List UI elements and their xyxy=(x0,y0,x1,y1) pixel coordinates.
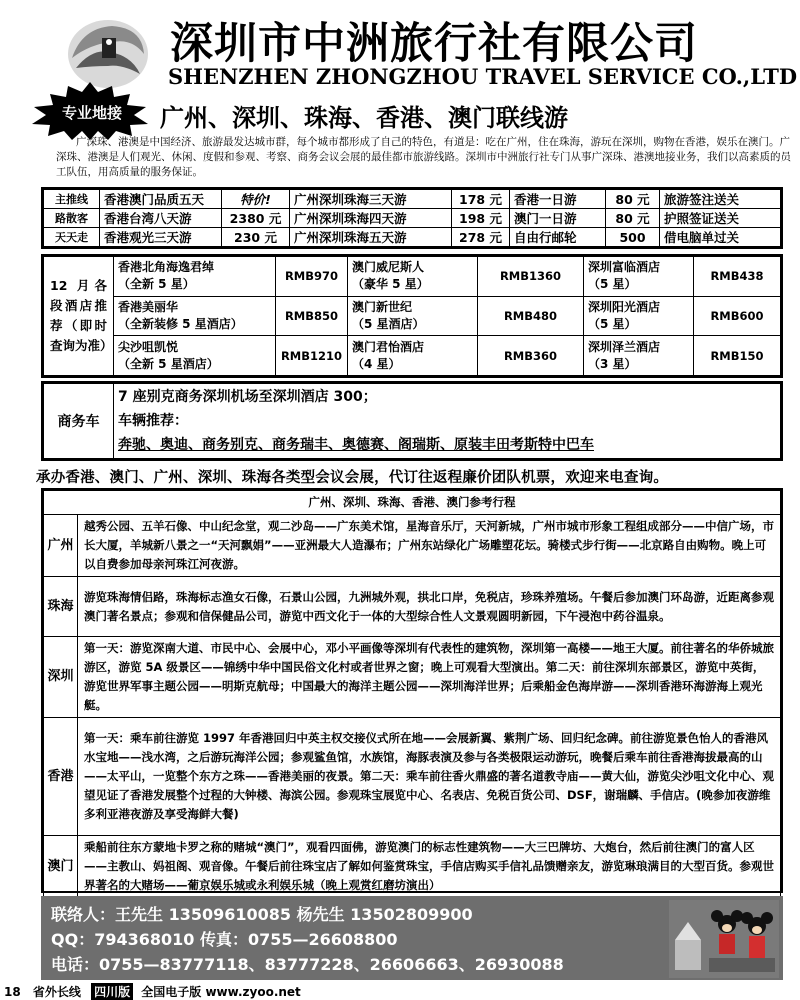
tour-price: 230 元 xyxy=(222,228,290,247)
hotel-section-label: 12 月各段酒店推荐（即时查询为准） xyxy=(44,257,114,376)
tour-name: 广州深圳珠海五天游 xyxy=(290,228,452,247)
table-row xyxy=(44,836,781,898)
section-name: 省外长线 xyxy=(32,985,81,999)
hotel-cell xyxy=(348,257,478,297)
car-recommend-label: 车辆推荐： xyxy=(118,413,188,429)
table-row xyxy=(44,296,781,336)
table-row xyxy=(44,190,781,209)
hotel-name: 澳门新世纪 xyxy=(352,299,413,314)
table-row xyxy=(44,257,781,297)
business-car-box xyxy=(41,381,783,461)
itinerary-text: 游览珠海情侣路，珠海标志渔女石像，石景山公园，九洲城外观，拱北口岸，免税店，珍珠养殖场。午餐后参加澳门环岛游，近距离参观澳门著名景点；参观和信保健品公司，游览中西文化于一体的大型综合性人文景观圆明新园，下午浸泡中药谷温泉。 xyxy=(78,577,781,637)
itinerary-table xyxy=(41,488,783,893)
contact-qq-fax: QQ：794368010 传真：0755—26608800 xyxy=(51,930,398,949)
contact-persons: 联络人：王先生 13509610085 杨先生 13502809900 xyxy=(51,905,473,924)
hotel-price: RMB970 xyxy=(276,257,348,297)
page-number: 18 xyxy=(4,984,21,999)
hotel-cell xyxy=(584,257,694,297)
table-row xyxy=(44,637,781,718)
car-details xyxy=(114,384,781,459)
hotel-grade: （全新 5 星酒店） xyxy=(118,356,219,371)
itinerary-city: 香港 xyxy=(44,718,78,836)
tour-name: 香港澳门品质五天 xyxy=(100,190,222,209)
website-link[interactable]: 全国电子版 www.zyoo.net xyxy=(141,985,301,999)
car-label: 商务车 xyxy=(44,384,114,459)
hotel-price: RMB1210 xyxy=(276,336,348,376)
tour-name: 香港观光三天游 xyxy=(100,228,222,247)
hotel-name: 香港北角海逸君绰 xyxy=(118,260,215,275)
tour-price: 80 元 xyxy=(606,190,660,209)
hotel-price: RMB850 xyxy=(276,296,348,336)
hotel-price: RMB438 xyxy=(694,257,781,297)
tour-name: 广州深圳珠海三天游 xyxy=(290,190,452,209)
specialty-badge: 专业地接 xyxy=(61,104,122,122)
itinerary-city: 深圳 xyxy=(44,637,78,718)
tour-name: 广州深圳珠海四天游 xyxy=(290,209,452,228)
route-headline: 广州、深圳、珠海、香港、澳门联线游 xyxy=(160,104,568,132)
car-models: 奔驰、奥迪、商务别克、商务瑞丰、奥德赛、阁瑞斯、原装丰田考斯特中巴车 xyxy=(118,437,594,453)
contact-phones: 电话：0755—83777118、83777228、26606663、26930088 xyxy=(51,955,564,974)
visa-service: 护照签证送关 xyxy=(660,209,781,228)
hotel-grade: （4 星） xyxy=(352,356,401,371)
hotel-cell xyxy=(348,336,478,376)
hotel-grade: （5 星） xyxy=(588,316,637,331)
table-row xyxy=(44,336,781,376)
tour-name: 香港一日游 xyxy=(510,190,606,209)
hotel-price: RMB480 xyxy=(478,296,584,336)
hotel-cell xyxy=(114,336,276,376)
table-row xyxy=(44,384,781,459)
tour-side-label: 主推线 xyxy=(44,190,100,209)
hotel-name: 香港美丽华 xyxy=(118,299,179,314)
table-row xyxy=(44,491,781,515)
page-footer xyxy=(0,983,800,1000)
company-name-cn: 深圳市中洲旅行社有限公司 xyxy=(170,19,698,69)
hotel-grade: （全新 5 星） xyxy=(118,277,195,292)
hotel-recommendations-table xyxy=(41,254,783,378)
hotel-name: 尖沙咀凯悦 xyxy=(118,339,179,354)
itinerary-header: 广州、深圳、珠海、香港、澳门参考行程 xyxy=(44,491,781,515)
hotel-name: 深圳阳光酒店 xyxy=(588,299,661,314)
hotel-cell xyxy=(584,336,694,376)
hotel-price: RMB1360 xyxy=(478,257,584,297)
tour-name: 澳门一日游 xyxy=(510,209,606,228)
contact-footer xyxy=(41,896,783,980)
tour-price: 2380 元 xyxy=(222,209,290,228)
tour-price: 500 xyxy=(606,228,660,247)
itinerary-city: 珠海 xyxy=(44,577,78,637)
tour-name: 自由行邮轮 xyxy=(510,228,606,247)
tour-side-label: 天天走 xyxy=(44,228,100,247)
visa-service: 旅游签注送关 xyxy=(660,190,781,209)
tour-price: 198 元 xyxy=(452,209,510,228)
hotel-price: RMB600 xyxy=(694,296,781,336)
hotel-cell xyxy=(114,296,276,336)
table-row xyxy=(44,515,781,577)
hotel-grade: （5 星酒店） xyxy=(352,316,425,331)
hotel-name: 澳门威尼斯人 xyxy=(352,260,425,275)
hotel-cell xyxy=(348,296,478,336)
company-name-en: SHENZHEN ZHONGZHOU TRAVEL SERVICE CO.,LTD xyxy=(168,64,798,89)
itinerary-text: 第一天：游览深南大道、市民中心、会展中心，邓小平画像等深圳有代表性的建筑物，深圳第一高楼——地王大厦。前往著名的华侨城旅游区，游览 5A 级景区——锦绣中华中国民俗文化村或者世界之窗；晚上可观看大型演出。第二天：前往深圳东部景区，游览中英街，游览世界军事主题公园——明斯克航母；中国最大的海洋主题公园——深圳海洋世界；后乘船金色海岸游——深圳香港环海游海上观光艇。 xyxy=(78,637,781,718)
hotel-grade: （5 星） xyxy=(588,277,637,292)
hotel-grade: （全新装修 5 星酒店） xyxy=(118,316,243,331)
hotel-cell xyxy=(114,257,276,297)
services-slogan: 承办香港、澳门、广州、深圳、珠海各类型会议会展，代订往返程廉价团队机票，欢迎来电查询。 xyxy=(36,470,669,486)
car-airport-transfer: 7 座别克商务深圳机场至深圳酒店 300； xyxy=(118,389,377,405)
hotel-grade: （豪华 5 星） xyxy=(352,277,429,292)
hotel-price: RMB150 xyxy=(694,336,781,376)
edition-tag: 四川版 xyxy=(91,983,133,1000)
hotel-cell xyxy=(584,296,694,336)
tour-price: 特价! xyxy=(222,190,290,209)
table-row xyxy=(44,209,781,228)
hotel-name: 深圳富临酒店 xyxy=(588,260,661,275)
tour-name: 香港台湾八天游 xyxy=(100,209,222,228)
itinerary-text: 乘船前往东方蒙地卡罗之称的赌城“澳门”，观看四面佛，游览澳门的标志性建筑物——大三巴牌坊、大炮台，然后前往澳门的富人区——主教山、妈祖阁、观音像。午餐后前往珠宝店了解如何鉴赏珠宝，手信店购买手信礼品馈赠亲友，游览琳琅满目的大型百货。参观世界著名的大赌场——葡京娱乐城或永利娱乐城（晚上观赏红磨坊演出） xyxy=(78,836,781,898)
cartoon-mascot-icon xyxy=(669,900,779,978)
table-row xyxy=(44,718,781,836)
tour-price: 278 元 xyxy=(452,228,510,247)
table-row xyxy=(44,577,781,637)
table-row xyxy=(44,228,781,247)
visa-service: 借电脑单过关 xyxy=(660,228,781,247)
intro-paragraph: 广深珠、港澳是中国经济、旅游最发达城市群，每个城市都形成了自己的特色，有道是：吃在广州，住在珠海，游玩在深圳，购物在香港，娱乐在澳门。广深珠、港澳是人们观光、休闲、度假和参观、考察、商务会议会展的最佳都市旅游线路。深圳市中洲旅行社专门从事广深珠、港澳地接业务，我们以高素质的员工队伍，用高质量的服务保证。 xyxy=(56,136,791,178)
tour-side-label: 路散客 xyxy=(44,209,100,228)
hotel-name: 澳门君怡酒店 xyxy=(352,339,425,354)
hotel-price: RMB360 xyxy=(478,336,584,376)
hotel-name: 深圳泽兰酒店 xyxy=(588,339,661,354)
itinerary-text: 第一天：乘车前往游览 1997 年香港回归中英主权交接仪式所在地——会展新翼、紫荆广场、回归纪念碑。前往游览景色怡人的香港风水宝地——浅水湾，之后游玩海洋公园；参观鲨鱼馆，水族馆，海豚表演及参与各类极限运动游玩，晚餐后乘车前往香港海拔最高的山——太平山，一览整个东方之珠——香港美丽的夜景。第二天：乘车前往香火鼎盛的著名道教寺庙——黄大仙，游览尖沙咀文化中心、观望见证了香港发展整个过程的大钟楼、海滨公园。参观珠宝展览中心、名表店、免税百货公司、DSF，谢瑞麟、手信店。(晚参加夜游维多利亚港夜游及享受海鲜大餐) xyxy=(78,718,781,836)
tour-price: 178 元 xyxy=(452,190,510,209)
itinerary-city: 广州 xyxy=(44,515,78,577)
itinerary-city: 澳门 xyxy=(44,836,78,898)
daily-tours-table xyxy=(41,187,783,249)
tour-price: 80 元 xyxy=(606,209,660,228)
hotel-grade: （3 星） xyxy=(588,356,637,371)
itinerary-text: 越秀公园、五羊石像、中山纪念堂，观二沙岛——广东美术馆，星海音乐厅，天河新城，广州市城市形象工程组成部分——中信广场，市长大厦，羊城新八景之一“天河飘娟”——亚洲最大人造瀑布；广州东站绿化广场雕塑花坛。骑楼式步行街——北京路自由购物。晚上可以自费参加母亲河珠江河夜游。 xyxy=(78,515,781,577)
